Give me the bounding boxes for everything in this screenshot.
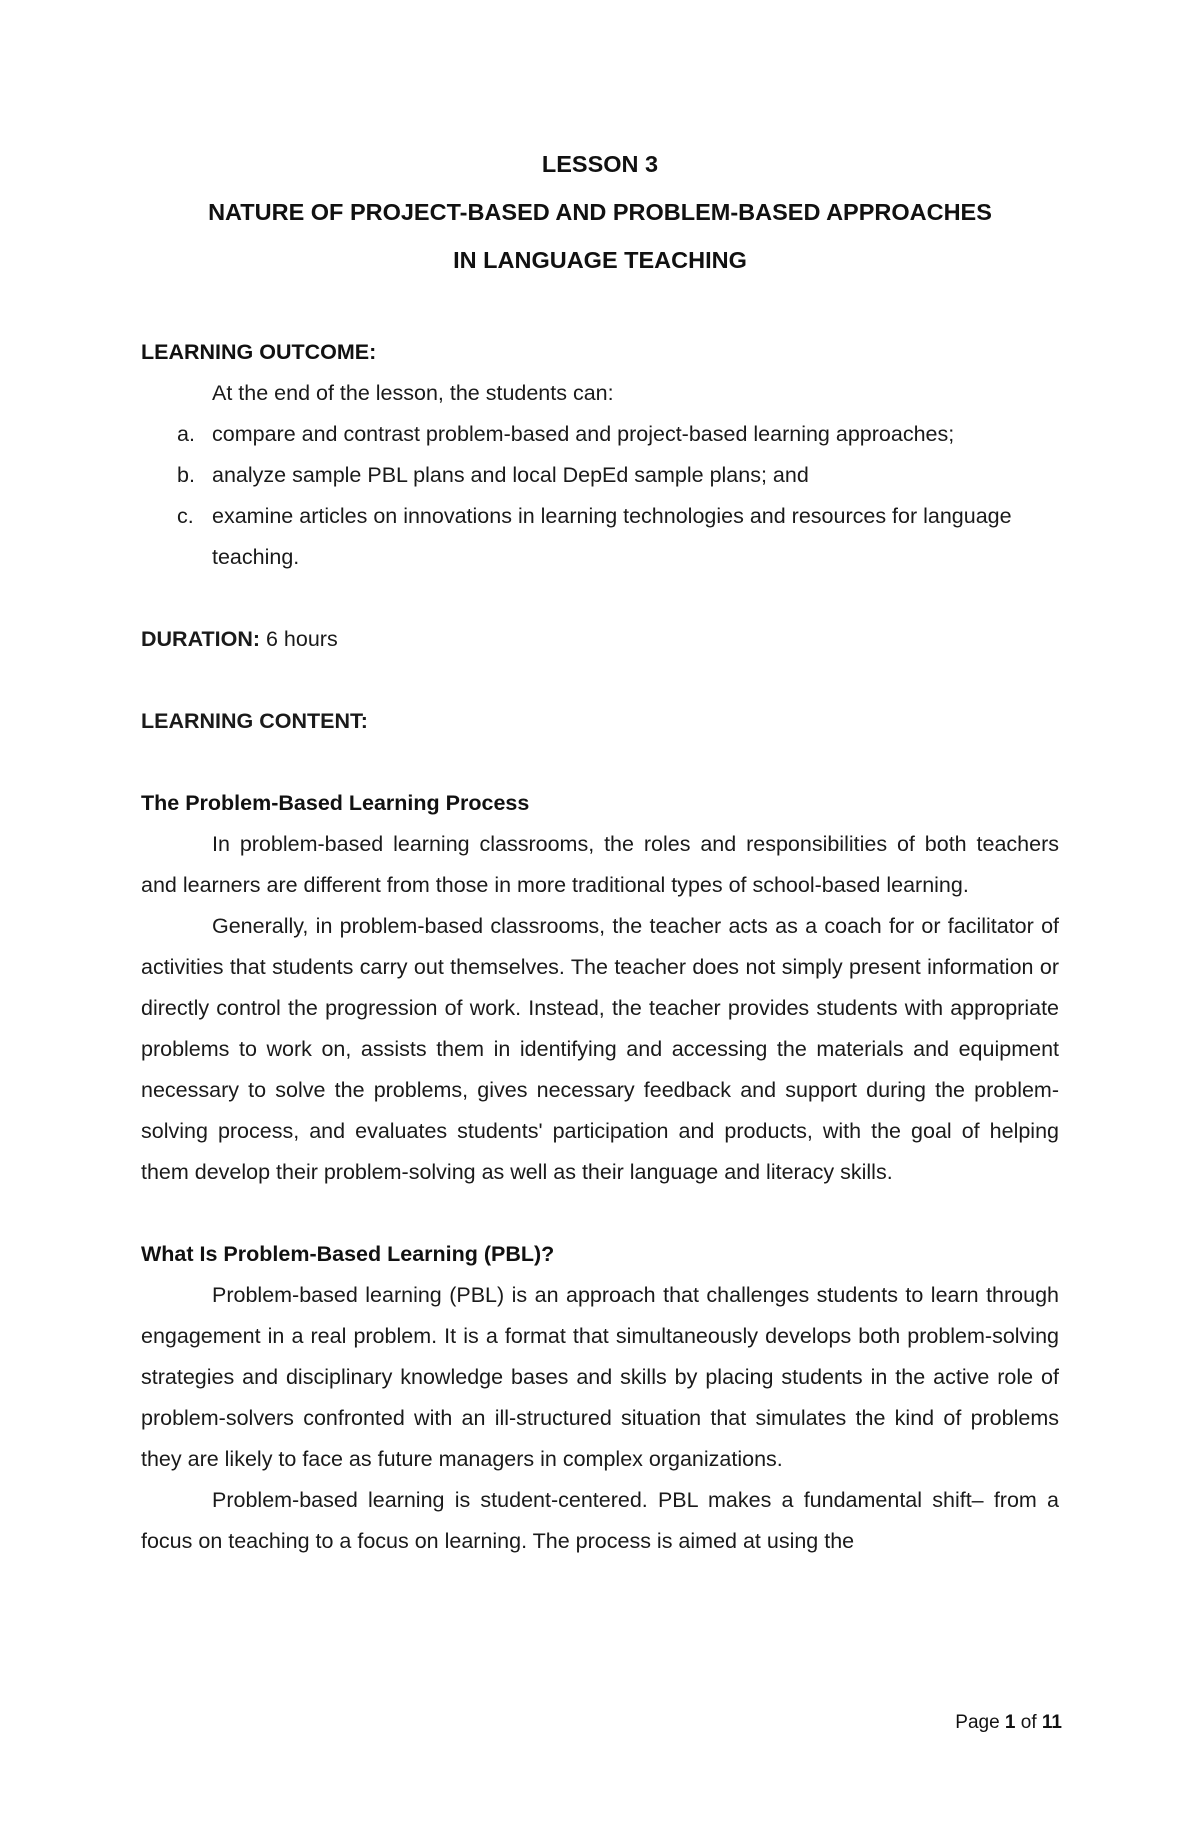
- paragraph: Problem-based learning (PBL) is an approach that challenges students to learn through engagement in a real problem. It is a format that simultaneously develops both problem-solving strategies and disciplinary knowledge bases and skills by placing students in the active role of problem-solvers confronted with an ill-structured situation that simulates the kind of problems they are likely to face as future managers in complex organizations.: [141, 1283, 1059, 1471]
- list-item-text: examine articles on innovations in learning technologies and resources for language teaching.: [212, 504, 1012, 569]
- paragraph: Generally, in problem-based classrooms, the teacher acts as a coach for or facilitator of activities that students carry out themselves. The teacher does not simply present information or directly control the progression of work. Instead, the teacher provides students with appropriate problems to work on, assists them in identifying and accessing the materials and equipment necessary to solve the problems, gives necessary feedback and support during the problem-solving process, and evaluates students' participation and products, with the goal of helping them develop their problem-solving as well as their language and literacy skills.: [141, 914, 1059, 1184]
- list-marker: c.: [177, 504, 194, 528]
- footer-total-pages: 11: [1041, 1712, 1062, 1733]
- list-item: [141, 496, 1059, 578]
- learning-content-label: LEARNING CONTENT:: [141, 709, 368, 733]
- learning-outcome-intro: At the end of the lesson, the students can:: [212, 381, 614, 405]
- lesson-number: LESSON 3: [541, 151, 659, 177]
- list-item-text: analyze sample PBL plans and local DepEd sample plans; and: [212, 463, 809, 487]
- duration-label: DURATION:: [141, 627, 261, 651]
- page-content: [141, 140, 1059, 1562]
- paragraph: Problem-based learning is student-centered. PBL makes a fundamental shift– from a focus on teaching to a focus on learning. The process is aimed at using the: [141, 1488, 1059, 1553]
- paragraph: In problem-based learning classrooms, the roles and responsibilities of both teachers and learners are different from those in more traditional types of school-based learning.: [141, 832, 1059, 897]
- footer-of-word: of: [1015, 1712, 1042, 1733]
- lesson-title-line-2: IN LANGUAGE TEACHING: [453, 247, 747, 273]
- section-heading-pbl-process: The Problem-Based Learning Process: [141, 791, 530, 815]
- list-item: [141, 414, 1059, 455]
- lesson-title-block: [141, 140, 1059, 284]
- list-marker: a.: [177, 422, 195, 446]
- section-heading-what-is-pbl: What Is Problem-Based Learning (PBL)?: [141, 1242, 555, 1266]
- learning-outcome-label: LEARNING OUTCOME:: [141, 340, 377, 364]
- lesson-title-line-1: NATURE OF PROJECT-BASED AND PROBLEM-BASED APPROACHES: [208, 199, 992, 225]
- list-marker: b.: [177, 463, 195, 487]
- duration-line: [141, 619, 1059, 660]
- list-item: [141, 455, 1059, 496]
- footer-page-word: Page: [955, 1712, 1005, 1733]
- duration-value: 6 hours: [260, 627, 338, 651]
- footer-current-page: 1: [1004, 1712, 1016, 1733]
- list-item-text: compare and contrast problem-based and project-based learning approaches;: [212, 422, 955, 446]
- learning-outcome-list: [141, 414, 1059, 578]
- page-number-footer: [955, 1712, 1062, 1734]
